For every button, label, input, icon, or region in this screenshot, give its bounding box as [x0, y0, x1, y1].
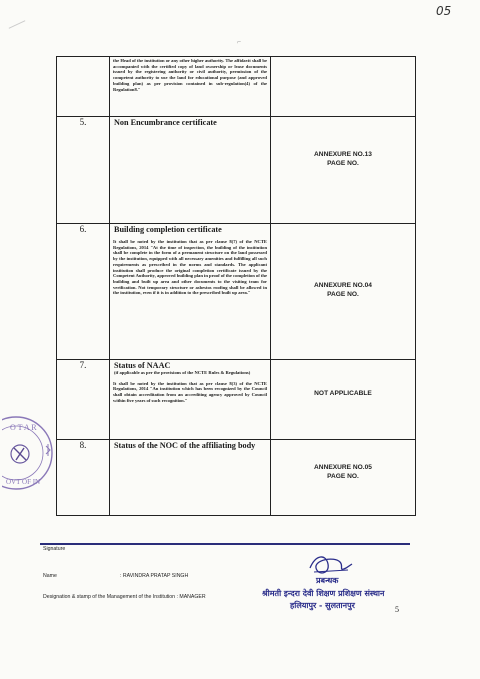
table-row-intro: [57, 57, 416, 117]
intro-cell: [110, 57, 271, 117]
row-number: 8.: [57, 440, 110, 516]
stamp-title: प्रबन्धक: [316, 576, 339, 585]
row-number: 7.: [57, 360, 110, 440]
row-number: 6.: [57, 224, 110, 360]
scan-tick-mark: ⌐: [237, 38, 241, 46]
name-value: : RAVINDRA PRATAP SINGH: [120, 573, 189, 579]
stamp-line-1: श्रीमती इन्दरा देवी शिक्षण प्रशिक्षण संस्थान: [262, 589, 385, 598]
annexure-page: PAGE NO.: [327, 473, 359, 480]
stamp-line-2: हलियापुर - सुलतानपुर: [290, 601, 355, 610]
table-row-7: [57, 360, 416, 440]
annexure-page: PAGE NO.: [327, 160, 359, 167]
row-number: 5.: [57, 117, 110, 224]
notary-seal-icon: [2, 408, 58, 498]
corner-page-note: 05: [436, 4, 452, 18]
annexure-label: ANNEXURE NO.13: [314, 151, 372, 158]
signature-divider: [40, 543, 410, 545]
row-body: It shall be noted by the institution that as per clause 8(7) of the NCTE Regulations, 2014 "At the time of inspection, the building of the institution shall be complete in the form of a permanent structure on the land possessed by the institution, equipped with all necessary amenities and fulfilling all such requirements as prescribed in the norms and standards. The applicant institution shall produce the original completion certificate issued by the Competent Authority, approved building plan in proof of the completion of the building and built up area and other documents to the visiting team for verification. Not temporary structure or asbestos roofing shall be allowed in the institution, even if it is in addition to the prescribed built up area.": [113, 239, 267, 296]
row-title: Building completion certificate: [114, 225, 222, 234]
annexure-label: ANNEXURE NO.04: [314, 282, 372, 289]
name-label: Name: [43, 573, 57, 579]
table-row-6: [57, 224, 416, 360]
svg-text:O T A R: O T A R: [10, 423, 37, 432]
signature-label: Signature: [43, 546, 66, 552]
row-title: Non Encumbrance certificate: [114, 118, 217, 127]
table-row-5: [57, 117, 416, 224]
annexure-label: NOT APPLICABLE: [314, 390, 372, 397]
intro-text: the Head of the institution or any other higher authority. The affidavit shall be accompanied with the certified copy of land ownership or lease documents issued by the registering authority or civil authority, permission of the competent authority to use the land for educational purpose (and approved building plan) as per provision contained in sub-regulation(4) of the Regulation8.": [113, 58, 267, 92]
table-row-8: [57, 440, 416, 516]
row-subtitle: (if applicable as per the provisions of the NCTE Rules & Regulations): [114, 370, 251, 375]
svg-text:OVT OF IN: OVT OF IN: [6, 478, 41, 486]
scan-mark: [9, 20, 26, 29]
annexure-label: ANNEXURE NO.05: [314, 464, 372, 471]
annexure-page: PAGE NO.: [327, 291, 359, 298]
row-body: It shall be noted by the institution that as per clause 8(3) of the NCTE Regulations, 2014 "An institution which has been recognized by the Council shall obtain accreditation from an accrediting agency approved by Council within five years of such recognition.": [113, 380, 267, 403]
row-title: Status of the NOC of the affiliating body: [114, 441, 256, 450]
page-number: 5: [395, 605, 399, 614]
row-title: Status of NAAC: [114, 361, 171, 370]
designation-label: Designation & stamp of the Management of the Institution : MANAGER: [43, 594, 206, 600]
document-table: [56, 56, 416, 516]
